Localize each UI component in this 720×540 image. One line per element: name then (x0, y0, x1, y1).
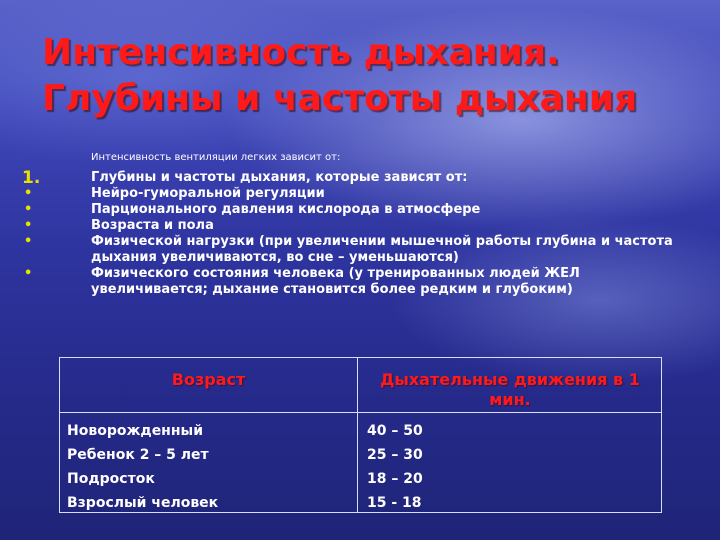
table-column-age (67, 419, 218, 515)
table-header-age: Возраст (171, 370, 246, 389)
list-item (18, 186, 698, 202)
factor-list (18, 170, 698, 298)
table-column-rate (367, 419, 423, 515)
list-item-text: Физического состояния человека (у тренированных людей ЖЕЛ увеличивается; дыхание становится более редким и глубоким) (91, 266, 580, 297)
title-line-2: Глубины и частоты дыхания (42, 78, 638, 119)
table-cell-rate: 25 – 30 (367, 447, 423, 463)
bullet-icon: • (24, 234, 33, 249)
table-header-rate: Дыхательные движения в 1 мин. (380, 370, 640, 409)
table-cell-rate: 18 – 20 (367, 471, 423, 487)
table-cell-age: Новорожденный (67, 423, 204, 439)
table-cell-rate: 15 - 18 (367, 495, 422, 511)
table-cell-age: Взрослый человек (67, 495, 219, 511)
breathing-rate-table (59, 357, 662, 513)
table-header-divider (60, 412, 661, 413)
bullet-icon: • (24, 186, 33, 201)
list-item (18, 202, 698, 218)
list-number: 1. (22, 168, 41, 188)
list-item-text: Физической нагрузки (при увеличении мышечной работы глубина и частота дыхания увеличиваются, во сне – уменьшаются) (91, 234, 673, 265)
list-item (18, 234, 698, 266)
list-item-text: Парционального давления кислорода в атмосфере (91, 202, 481, 217)
list-item (18, 170, 698, 186)
list-item (18, 266, 698, 298)
slide-title (42, 30, 692, 122)
list-item-text: Нейро-гуморальной регуляции (91, 186, 325, 201)
list-item-text: Глубины и частоты дыхания, которые зависят от: (91, 170, 468, 185)
table-cell-rate: 40 – 50 (367, 423, 423, 439)
bullet-icon: • (24, 266, 33, 281)
table-cell-age: Ребенок 2 – 5 лет (67, 447, 209, 463)
list-item (18, 218, 698, 234)
table-cell-age: Подросток (67, 471, 155, 487)
bullet-icon: • (24, 202, 33, 217)
title-line-1: Интенсивность дыхания. (42, 32, 560, 73)
table-column-divider (357, 358, 358, 512)
intro-text: Интенсивность вентиляции легких зависит от: (91, 152, 341, 163)
list-item-text: Возраста и пола (91, 218, 214, 233)
bullet-icon: • (24, 218, 33, 233)
